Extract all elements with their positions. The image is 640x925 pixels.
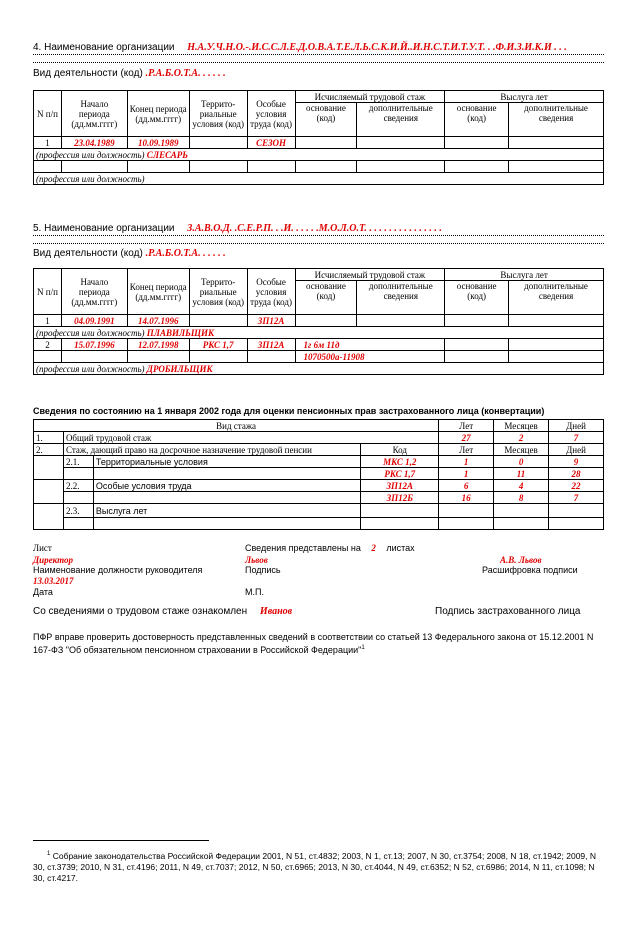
summary-row-early: 2. Стаж, дающий право на досрочное назначение трудовой пенсии Код Лет Месяцев Дней [34,444,604,456]
col-calc-extra: дополнительные сведения [357,103,445,137]
col-calc-basis: основание (код) [295,103,357,137]
decoding-label: Расшифровка подписи [482,565,578,575]
org5-line [33,223,442,234]
table-row: 1 04.09.1991 14.07.1996 ЗП12А [34,315,604,327]
summary-row-special-2: ЗП12Б 16 8 7 [34,492,604,504]
summary-row-total: 1. Общий трудовой стаж 27 2 7 [34,432,604,444]
col-start: Начало периода (дд.мм.гггг) [61,91,127,137]
col-service: Выслуга лет [445,91,604,103]
director-signature: Львов [245,555,268,565]
table-row: 1070500а-11908 [34,351,604,363]
footnote-divider [33,840,209,841]
org5-label: 5. Наименование организации [33,223,175,234]
summary-row-terr: 2.1. Территориальные условия МКС 1,2 1 0 9 [34,456,604,468]
org5-activity-label: Вид деятельности (код) [33,248,143,259]
summary-row-special: 2.2. Особые условия труда ЗП12А 6 4 22 [34,480,604,492]
org5-activity-line [33,248,226,259]
profession-row: (профессия или должность) СЛЕСАРЬ [34,149,604,161]
org4-dots [33,54,604,55]
table-row: 2 15.07.1996 12.07.1998 РКС 1,7 ЗП12А 1г 6м 11д [34,339,604,351]
org5-activity-value: .Р.А.Б.О.Т.А. . . . . . [145,248,226,259]
col-n: N п/п [34,91,62,137]
org4-name: Н.А.У.Ч.Н.О.-.И.С.С.Л.Е.Д.О.В.А.Т.Е.Л.Ь.С.К.И.Й..И.Н.С.Т.И.Т.У.Т. . .Ф.И.З.И.К.И . . . [187,42,567,53]
org4-dots-2 [33,62,604,63]
table-row [34,161,604,173]
org5-name: З.А.В.О.Д. .С.Е.Р.П. . .И. . . . . .М.О.Л.О.Т. . . . . . . . . . . . . . . . [187,223,442,234]
signature-label: Подпись [245,565,281,575]
pfr-note: ПФР вправе проверить достоверность представленных сведений в соответствии со статьей 13 Федерального закона от 15.12.2001 N 167-ФЗ "Об обязательном пенсионном страховании в Российской Федерации"$^1$ [33,632,594,655]
date-label: Дата [33,587,53,597]
insured-signature: Подпись застрахованного лица [435,606,581,617]
date-value: 13.03.2017 [33,576,74,586]
stamp-label: М.П. [245,587,264,597]
col-service-basis: основание (код) [445,103,509,137]
summary-table: Вид стажа Лет Месяцев Дней 1. Общий трудовой стаж 27 2 7 2. Стаж, дающий право на досрочное назначение трудовой пенсии Код Лет Месяцев Дней 2.1. Территориальные условия МКС 1,2 1 0 9 РКС 1,7 1 11 28 2.2. Особые условия труда ЗП12А 6 4 22 ЗП12Б 16 8 7 2.3. Выслуга лет [33,419,604,530]
col-terr: Террито-риальные условия (код) [189,91,247,137]
director-position: Директор [33,555,73,565]
org4-activity-label: Вид деятельности (код) [33,68,143,79]
profession-row: (профессия или должность) ДРОБИЛЬЩИК [34,363,604,375]
summary-row-service: 2.3. Выслуга лет [34,504,604,518]
org4-label: 4. Наименование организации [33,42,175,53]
position-label: Наименование должности руководителя [33,565,203,575]
org5-dots-2 [33,243,604,244]
org5-periods-table: N п/п Начало периода (дд.мм.гггг) Конец периода (дд.мм.гггг) Террито-риальные условия (код) Особые условия труда (код) Исчисляемый трудовой стаж Выслуга лет основание (код) дополнительные сведения основание (код) дополнительные сведения 1 04.09.1991 14.07.1996 ЗП12А (профессия или должность) ПЛАВИЛЬЩИК 2 15.07.1996 12.07.1998 РКС 1,7 ЗП12А 1г 6м 11д 1070500а-11908 (профессия или должность) ДРОБИЛЬЩИК [33,268,604,375]
org4-periods-table [33,90,604,185]
col-calc: Исчисляемый трудовой стаж [295,91,445,103]
submitted-line: Сведения представлены на 2 листах [245,543,415,553]
profession-row: (профессия или должность) ПЛАВИЛЬЩИК [34,327,604,339]
org4-activity-line [33,68,226,79]
col-end: Конец периода (дд.мм.гггг) [127,91,189,137]
col-special: Особые условия труда (код) [247,91,295,137]
col-service-extra: дополнительные сведения [509,103,604,137]
director-decoding: А.В. Львов [500,555,542,565]
profession-row: (профессия или должность) [34,173,604,185]
table-row: 1 23.04.1989 10.09.1989 СЕЗОН [34,137,604,149]
summary-title: Сведения по состоянию на 1 января 2002 года для оценки пенсионных прав застрахованного лица (конвертации) [33,406,545,416]
footnote: $^1$ Собрание законодательства Российской Федерации 2001, N 51, ст.4832; 2003, N 1, ст.13; 2007, N 30, ст.3754; 2008, N 18, ст.1942; 2009, N 30, ст.3739; 2010, N 31, ст.4196; 2011, N 49, ст.7037; 2012, N 50, ст.6965; 2013, N 30, ст.4044, N 49, ст.6352; N 52, ст.6986; 2014, N 11, ст.1098; N 30, ст.4217. [33,850,597,883]
acquainted-line: Со сведениями о трудовом стаже ознакомлен Иванов [33,606,293,617]
org4-line [33,42,567,53]
summary-row-terr-2: РКС 1,7 1 11 28 [34,468,604,480]
org5-dots [33,235,604,236]
org4-activity-value: .Р.А.Б.О.Т.А. . . . . . [145,68,226,79]
sheet-label: Лист [33,543,52,553]
